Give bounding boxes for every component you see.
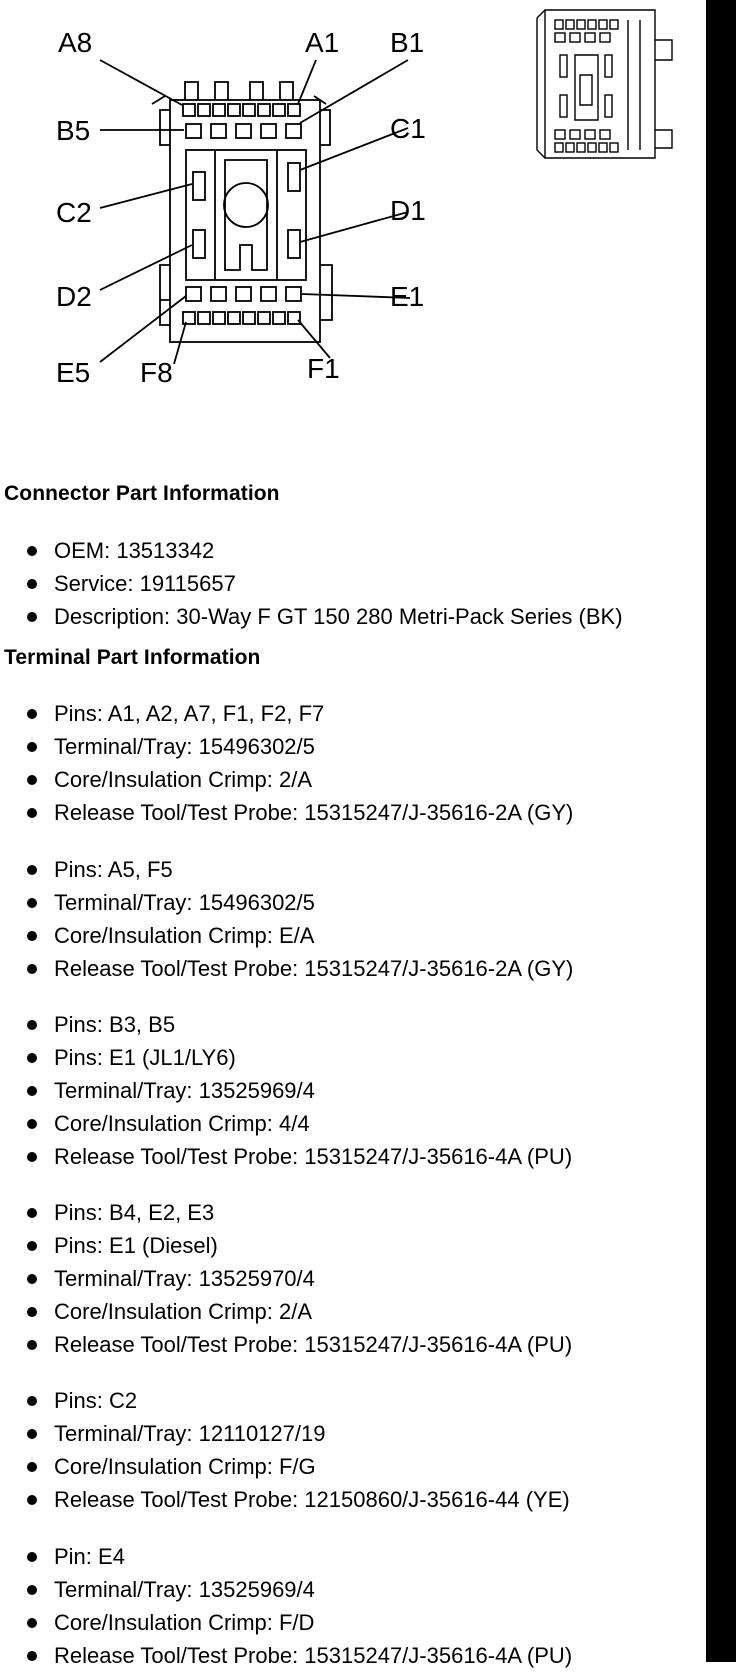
- list-item: Core/Insulation Crimp: F/G: [0, 1450, 570, 1483]
- list-item: Terminal/Tray: 13525969/4: [0, 1074, 572, 1107]
- label-c1: C1: [390, 113, 426, 144]
- list-item: Release Tool/Test Probe: 12150860/J-35616-44 (YE): [0, 1483, 570, 1516]
- connector-face-drawing: [0, 0, 706, 420]
- list-item: Release Tool/Test Probe: 15315247/J-35616-4A (PU): [0, 1639, 572, 1672]
- list-item: Description: 30-Way F GT 150 280 Metri-Pack Series (BK): [0, 600, 623, 633]
- list-item: Pins: A5, F5: [0, 853, 573, 886]
- list-item: Release Tool/Test Probe: 15315247/J-35616-2A (GY): [0, 796, 573, 829]
- label-c2: C2: [56, 197, 92, 228]
- connector-section-title: Connector Part Information: [4, 482, 280, 505]
- terminal-group-1: [0, 697, 573, 829]
- label-e1: E1: [390, 281, 425, 312]
- list-item: Pins: B4, E2, E3: [0, 1196, 572, 1229]
- cavity-d2: [193, 230, 205, 258]
- list-item: Terminal/Tray: 12110127/19: [0, 1417, 570, 1450]
- connector-diagram: [0, 0, 706, 420]
- list-item: Terminal/Tray: 13525970/4: [0, 1262, 572, 1295]
- label-f1: F1: [307, 353, 340, 384]
- list-item: Pins: E1 (JL1/LY6): [0, 1041, 572, 1074]
- list-item: Release Tool/Test Probe: 15315247/J-35616-4A (PU): [0, 1328, 572, 1361]
- row-b-cavities: [186, 124, 301, 138]
- cavity-c2: [193, 172, 205, 200]
- row-e-cavities: [186, 287, 301, 301]
- connector-iso-view: [537, 10, 672, 158]
- cavity-c1: [288, 163, 300, 191]
- list-item: Pins: E1 (Diesel): [0, 1229, 572, 1262]
- terminal-group-6: [0, 1540, 572, 1672]
- label-d2: D2: [56, 281, 92, 312]
- row-f-cavities: [183, 312, 300, 324]
- list-item: Core/Insulation Crimp: 4/4: [0, 1107, 572, 1140]
- list-item: Service: 19115657: [0, 567, 623, 600]
- list-item: Release Tool/Test Probe: 15315247/J-35616-4A (PU): [0, 1140, 572, 1173]
- list-item: Terminal/Tray: 13525969/4: [0, 1573, 572, 1606]
- terminal-group-5: [0, 1384, 570, 1516]
- label-b1: B1: [390, 27, 425, 58]
- right-edge-bar: [706, 0, 736, 1662]
- list-item: Release Tool/Test Probe: 15315247/J-35616-2A (GY): [0, 952, 573, 985]
- label-d1: D1: [390, 195, 426, 226]
- list-item: OEM: 13513342: [0, 534, 623, 567]
- label-a8: A8: [58, 27, 93, 58]
- list-item: Terminal/Tray: 15496302/5: [0, 730, 573, 763]
- list-item: Terminal/Tray: 15496302/5: [0, 886, 573, 919]
- cavity-d1: [288, 230, 300, 258]
- label-a1: A1: [305, 27, 340, 58]
- terminal-section-title: Terminal Part Information: [4, 646, 261, 669]
- label-e5: E5: [56, 357, 91, 388]
- connector-housing: [170, 100, 320, 342]
- list-item: Pin: E4: [0, 1540, 572, 1573]
- label-f8: F8: [140, 357, 173, 388]
- connector-info-list: [0, 534, 623, 633]
- terminal-group-2: [0, 853, 573, 985]
- list-item: Core/Insulation Crimp: 2/A: [0, 1295, 572, 1328]
- list-item: Pins: A1, A2, A7, F1, F2, F7: [0, 697, 573, 730]
- row-a-cavities: [183, 104, 300, 116]
- list-item: Core/Insulation Crimp: 2/A: [0, 763, 573, 796]
- terminal-group-3: [0, 1008, 572, 1173]
- list-item: Core/Insulation Crimp: E/A: [0, 919, 573, 952]
- list-item: Pins: C2: [0, 1384, 570, 1417]
- list-item: Pins: B3, B5: [0, 1008, 572, 1041]
- list-item: Core/Insulation Crimp: F/D: [0, 1606, 572, 1639]
- label-b5: B5: [56, 115, 91, 146]
- terminal-group-4: [0, 1196, 572, 1361]
